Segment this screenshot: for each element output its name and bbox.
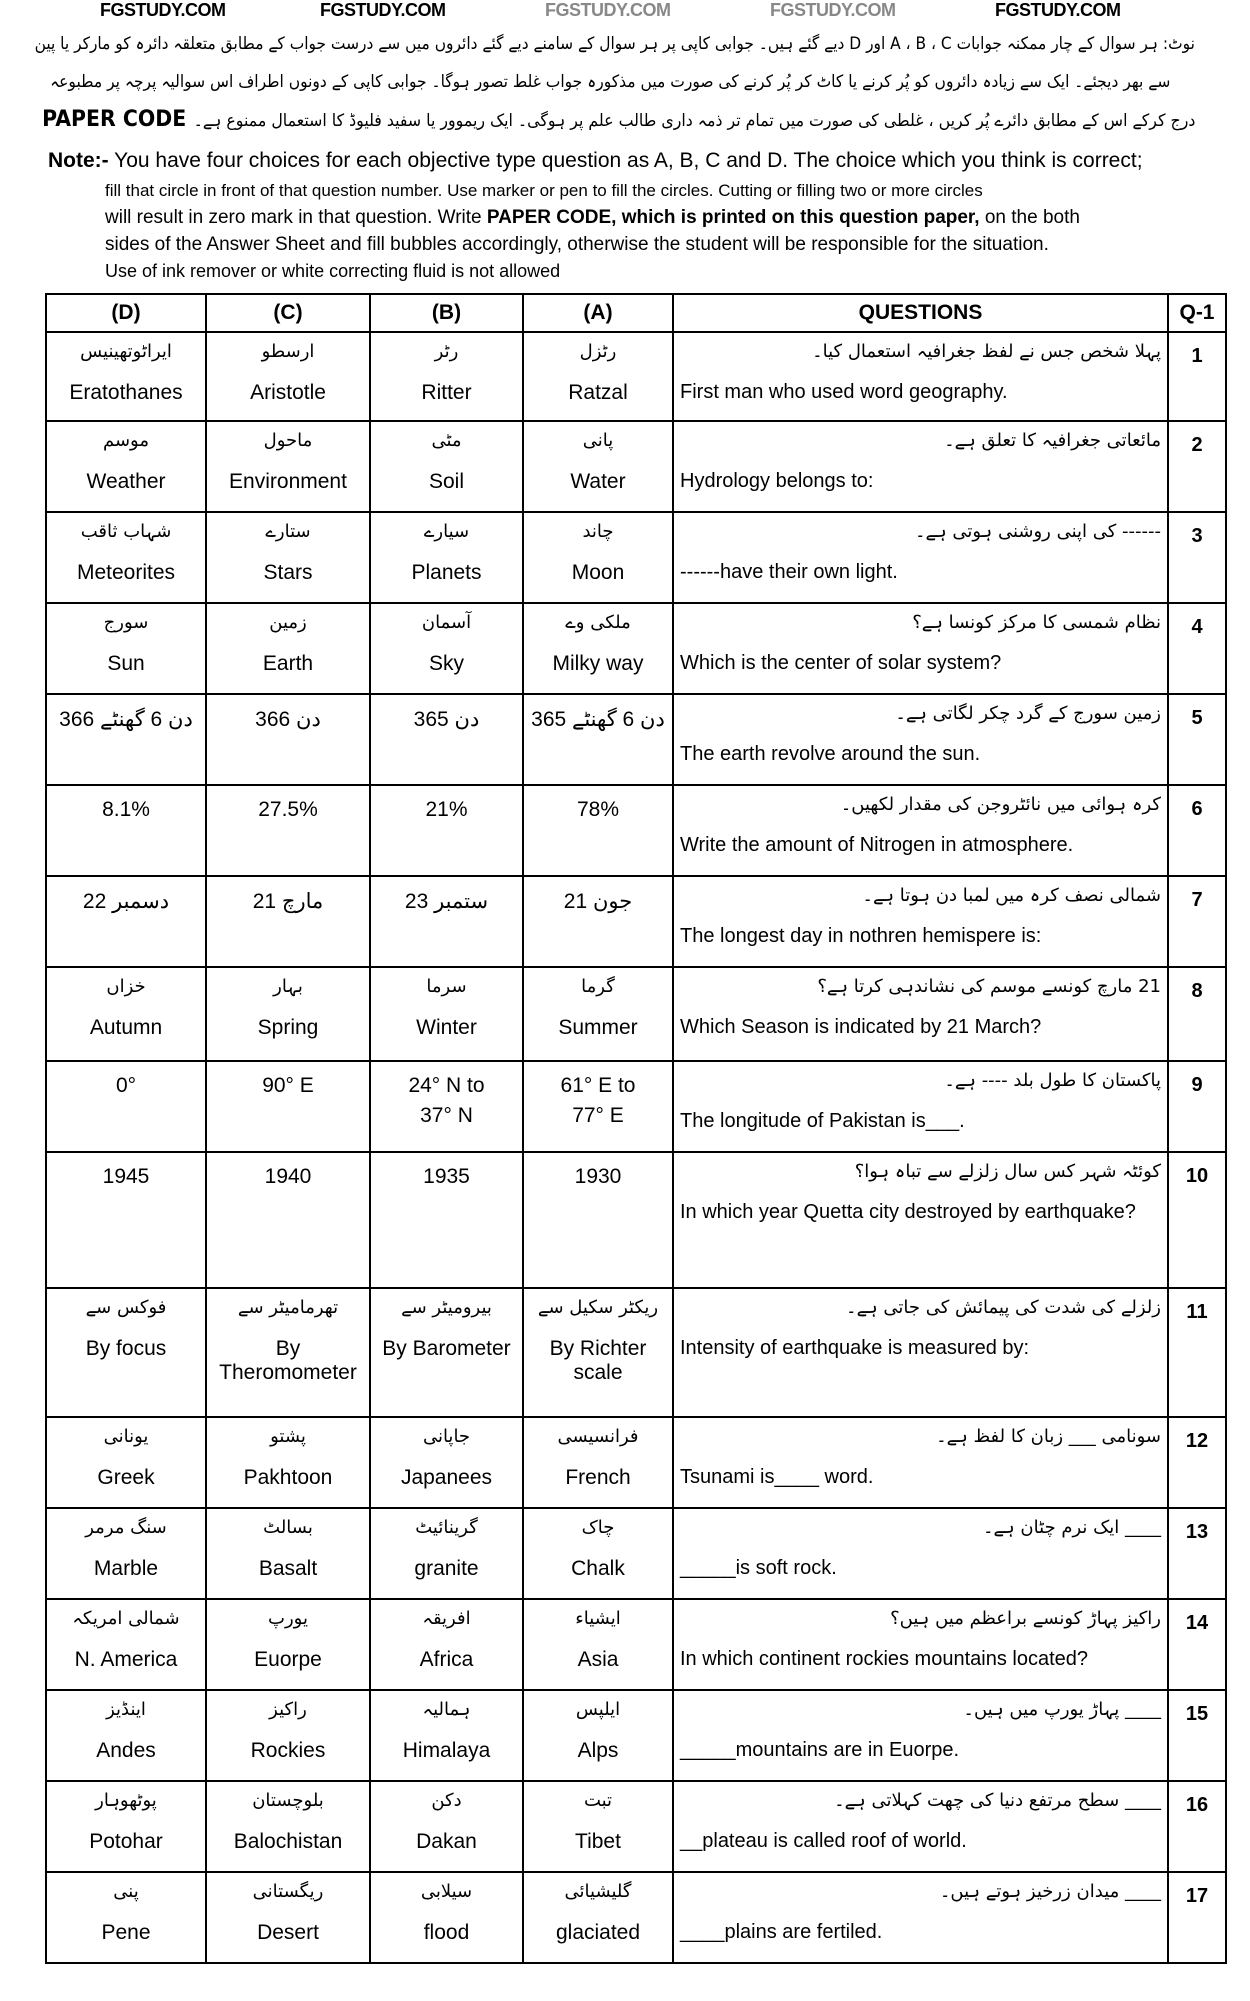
option-d[interactable] xyxy=(46,785,206,876)
option-urdu: شہاب ثاقب xyxy=(80,521,172,542)
note-text: will result in zero mark in that question. Write xyxy=(105,207,487,228)
question-english: _____mountains are in Euorpe. xyxy=(680,1739,960,1761)
question-number: 13 xyxy=(1168,1508,1226,1599)
question-row xyxy=(46,1288,1226,1417)
watermark: FGSTUDY.COM xyxy=(545,0,671,20)
option-urdu: ایلپس xyxy=(575,1699,621,1720)
option-english: Pakhtoon xyxy=(243,1466,333,1489)
question-number: 14 xyxy=(1168,1599,1226,1690)
option-urdu: ریگستانی xyxy=(252,1881,324,1902)
urdu-note-line-3 xyxy=(34,106,1195,134)
option-b[interactable] xyxy=(370,1288,523,1417)
option-value: 1940 xyxy=(264,1165,312,1188)
option-english: Balochistan xyxy=(233,1830,343,1853)
option-a[interactable] xyxy=(523,603,673,694)
question-text xyxy=(673,967,1168,1061)
option-value: 90° E xyxy=(262,1074,314,1097)
question-text xyxy=(673,1781,1168,1872)
option-english: Himalaya xyxy=(402,1739,491,1762)
option-d[interactable] xyxy=(46,421,206,512)
option-value-2: 77° E xyxy=(572,1104,624,1127)
option-a[interactable] xyxy=(523,876,673,967)
question-row xyxy=(46,1508,1226,1599)
option-b[interactable] xyxy=(370,332,523,421)
option-urdu: یونانی xyxy=(103,1426,149,1447)
question-row xyxy=(46,785,1226,876)
option-a[interactable] xyxy=(523,1781,673,1872)
option-b[interactable] xyxy=(370,1599,523,1690)
question-text xyxy=(673,603,1168,694)
question-english: The longest day in nothren hemispere is: xyxy=(680,925,1042,947)
option-b[interactable] xyxy=(370,1690,523,1781)
option-english: granite xyxy=(414,1557,479,1580)
option-c[interactable] xyxy=(206,1599,370,1690)
option-a[interactable] xyxy=(523,1690,673,1781)
question-number: 7 xyxy=(1168,876,1226,967)
question-row xyxy=(46,1690,1226,1781)
option-d[interactable] xyxy=(46,332,206,421)
option-urdu: جاپانی xyxy=(422,1426,471,1447)
option-d[interactable] xyxy=(46,1508,206,1599)
question-urdu: زمین سورج کے گرد چکر لگاتی ہے۔ xyxy=(895,703,1161,724)
option-urdu: راکیز xyxy=(269,1699,307,1720)
question-number: 9 xyxy=(1168,1061,1226,1152)
option-english: Milky way xyxy=(552,652,644,675)
question-number: 12 xyxy=(1168,1417,1226,1508)
question-text xyxy=(673,1152,1168,1288)
option-urdu: اینڈیز xyxy=(106,1699,146,1720)
option-a[interactable] xyxy=(523,421,673,512)
option-value: 78% xyxy=(576,798,620,821)
option-urdu: سرما xyxy=(426,976,467,997)
option-english: Winter xyxy=(416,1016,477,1039)
option-c[interactable] xyxy=(206,967,370,1061)
option-b[interactable] xyxy=(370,1781,523,1872)
option-value: 1935 xyxy=(423,1165,470,1188)
option-urdu: پانی xyxy=(582,430,614,451)
option-c[interactable] xyxy=(206,1508,370,1599)
question-english: __plateau is called roof of world. xyxy=(680,1830,967,1852)
option-c[interactable] xyxy=(206,1288,370,1417)
question-english: Tsunami is____ word. xyxy=(680,1466,874,1488)
header-option-c: (C) xyxy=(206,294,370,332)
option-b[interactable] xyxy=(370,421,523,512)
option-urdu: سیارے xyxy=(423,521,470,542)
objective-questions-table xyxy=(45,293,1227,1964)
option-d[interactable] xyxy=(46,1872,206,1963)
option-urdu: گرما xyxy=(581,976,615,997)
option-urdu: رٹزل xyxy=(579,341,617,362)
question-row xyxy=(46,512,1226,603)
question-english: Which Season is indicated by 21 March? xyxy=(680,1016,1042,1038)
option-urdu: فرانسیسی xyxy=(557,1426,639,1447)
option-english: Water xyxy=(570,470,626,493)
option-c[interactable] xyxy=(206,1781,370,1872)
question-english: In which year Quetta city destroyed by earthquake? xyxy=(680,1201,1136,1223)
option-english: By focus xyxy=(85,1337,167,1360)
option-value: 8.1% xyxy=(102,798,150,821)
question-text xyxy=(673,1690,1168,1781)
option-value: 366 دن 6 گھنٹے xyxy=(59,708,193,731)
option-d[interactable] xyxy=(46,1152,206,1288)
option-c[interactable] xyxy=(206,1152,370,1288)
option-value-2: 37° N xyxy=(420,1104,473,1127)
option-value: 1930 xyxy=(574,1165,622,1188)
option-urdu: ملکی وے xyxy=(565,612,631,633)
option-b[interactable] xyxy=(370,967,523,1061)
option-b[interactable] xyxy=(370,1417,523,1508)
option-english: Eratothanes xyxy=(69,381,183,404)
option-english: flood xyxy=(423,1921,470,1944)
option-a[interactable] xyxy=(523,1061,673,1152)
option-english: Potohar xyxy=(89,1830,163,1853)
option-urdu: تبت xyxy=(583,1790,613,1811)
option-urdu: پشتو xyxy=(270,1426,306,1447)
question-urdu: سونامی ___ زبان کا لفظ ہے۔ xyxy=(936,1426,1161,1447)
option-urdu: ایراٹوتھینیس xyxy=(80,341,172,362)
option-english: Basalt xyxy=(258,1557,318,1580)
option-english: Japanees xyxy=(400,1466,493,1489)
option-english: Autumn xyxy=(89,1016,163,1039)
option-english: By Richter scale xyxy=(549,1337,647,1384)
question-urdu: مائعاتی جغرافیہ کا تعلق ہے۔ xyxy=(944,430,1161,451)
english-note-line-4: sides of the Answer Sheet and fill bubbles accordingly, otherwise the student will be responsible for the situation. xyxy=(105,234,1049,255)
question-row xyxy=(46,603,1226,694)
option-d[interactable] xyxy=(46,512,206,603)
urdu-note-line-1: نوٹ: ہر سوال کے چار ممکنہ جوابات A ، B ، C اور D دیے گئے ہیں۔ جوابی کاپی پر ہر سوال کے سامنے دیے گئے دائروں میں سے درست جواب کے مطابق متعلقہ دائرہ کو مارکر یا پین xyxy=(34,34,1195,54)
option-c[interactable] xyxy=(206,421,370,512)
question-urdu: زلزلے کی شدت کی پیمائش کی جاتی ہے۔ xyxy=(846,1297,1161,1318)
option-english: Planets xyxy=(411,561,482,584)
option-urdu: گرینائیٹ xyxy=(415,1517,478,1538)
option-a[interactable] xyxy=(523,967,673,1061)
option-english: Ratzal xyxy=(568,381,628,404)
question-urdu: ____ میدان زرخیز ہوتے ہیں۔ xyxy=(939,1881,1161,1902)
option-d[interactable] xyxy=(46,603,206,694)
option-d[interactable] xyxy=(46,876,206,967)
option-urdu: بسالٹ xyxy=(263,1517,313,1538)
header-q1: Q-1 xyxy=(1168,294,1226,332)
option-english: Summer xyxy=(558,1016,638,1039)
question-english: In which continent rockies mountains located? xyxy=(680,1648,1089,1670)
option-c[interactable] xyxy=(206,332,370,421)
question-english: The earth revolve around the sun. xyxy=(680,743,981,765)
question-text xyxy=(673,332,1168,421)
question-row xyxy=(46,1781,1226,1872)
question-text xyxy=(673,1508,1168,1599)
option-a[interactable] xyxy=(523,1288,673,1417)
option-c[interactable] xyxy=(206,1417,370,1508)
question-number: 5 xyxy=(1168,694,1226,785)
option-d[interactable] xyxy=(46,967,206,1061)
option-english: Dakan xyxy=(416,1830,477,1853)
option-d[interactable] xyxy=(46,1061,206,1152)
watermark: FGSTUDY.COM xyxy=(995,0,1121,20)
option-urdu: پنی xyxy=(113,1881,139,1902)
option-english: Soil xyxy=(428,470,465,493)
option-english: Ritter xyxy=(421,381,472,404)
option-english: Earth xyxy=(262,652,314,675)
option-urdu: یورپ xyxy=(268,1608,308,1629)
option-english: Tibet xyxy=(575,1830,621,1853)
question-english: First man who used word geography. xyxy=(680,381,1008,403)
option-urdu: پوٹھوہار xyxy=(95,1790,157,1811)
option-c[interactable] xyxy=(206,1061,370,1152)
question-row xyxy=(46,1599,1226,1690)
note-bold-text: PAPER CODE, which is printed on this question paper, xyxy=(486,207,980,228)
option-a[interactable] xyxy=(523,512,673,603)
option-urdu: موسم xyxy=(102,430,149,451)
option-value: 23 ستمبر xyxy=(404,890,489,913)
question-urdu: ____ سطح مرتفع دنیا کی چھت کہلاتی ہے۔ xyxy=(834,1790,1161,1811)
note-text: on the both xyxy=(979,207,1080,228)
option-d[interactable] xyxy=(46,694,206,785)
option-english: Stars xyxy=(263,561,313,584)
option-a[interactable] xyxy=(523,1152,673,1288)
option-value: 365 دن 6 گھنٹے xyxy=(531,708,665,731)
option-urdu: سنگ مرمر xyxy=(85,1517,167,1538)
option-c[interactable] xyxy=(206,1872,370,1963)
option-english: Pene xyxy=(101,1921,151,1944)
option-english: Africa xyxy=(419,1648,474,1671)
option-english: Alps xyxy=(577,1739,619,1762)
header-questions: QUESTIONS xyxy=(673,294,1168,332)
question-text xyxy=(673,1417,1168,1508)
question-urdu: راکیز پہاڑ کونسے براعظم میں ہیں؟ xyxy=(890,1608,1161,1629)
note-text: You have four choices for each objective type question as A, B, C and D. The choice which you think is correct; xyxy=(114,149,1143,172)
question-urdu: پاکستان کا طول بلد ---- ہے۔ xyxy=(944,1070,1161,1091)
option-b[interactable] xyxy=(370,1872,523,1963)
option-value: 27.5% xyxy=(258,798,318,821)
option-value: 24° N to xyxy=(408,1074,485,1097)
option-d[interactable] xyxy=(46,1599,206,1690)
question-urdu: ____ پہاڑ یورپ میں ہیں۔ xyxy=(963,1699,1161,1720)
option-english: Sky xyxy=(428,652,464,675)
question-urdu: نظام شمسی کا مرکز کونسا ہے؟ xyxy=(912,612,1161,633)
option-english: Andes xyxy=(96,1739,156,1762)
option-english: Desert xyxy=(257,1921,319,1944)
option-urdu: گلیشیائی xyxy=(564,1881,632,1902)
option-urdu: ایشیاء xyxy=(575,1608,621,1629)
question-text xyxy=(673,512,1168,603)
option-urdu: ہمالیہ xyxy=(422,1699,471,1720)
option-b[interactable] xyxy=(370,1152,523,1288)
question-number: 6 xyxy=(1168,785,1226,876)
question-urdu: کرہ ہوائی میں نائٹروجن کی مقدار لکھیں۔ xyxy=(840,794,1161,815)
option-a[interactable] xyxy=(523,785,673,876)
option-urdu: ستارے xyxy=(265,521,311,542)
option-english: Environment xyxy=(229,470,347,493)
option-value: 22 دسمبر xyxy=(82,890,170,913)
option-c[interactable] xyxy=(206,876,370,967)
option-d[interactable] xyxy=(46,1781,206,1872)
english-note-line-1 xyxy=(48,148,1143,174)
table-header-row xyxy=(46,294,1226,332)
question-number: 8 xyxy=(1168,967,1226,1061)
option-urdu: دکن xyxy=(431,1790,462,1811)
option-english: Sun xyxy=(107,652,145,675)
option-urdu: زمین xyxy=(269,612,307,633)
option-english: Weather xyxy=(86,470,166,493)
question-number: 1 xyxy=(1168,332,1226,421)
watermark: FGSTUDY.COM xyxy=(770,0,896,20)
option-urdu: رٹر xyxy=(434,341,459,362)
question-english: Hydrology belongs to: xyxy=(680,470,874,492)
option-b[interactable] xyxy=(370,603,523,694)
question-number: 2 xyxy=(1168,421,1226,512)
option-english: Aristotle xyxy=(250,381,326,404)
option-english: N. America xyxy=(74,1648,178,1671)
question-text xyxy=(673,1872,1168,1963)
question-row xyxy=(46,876,1226,967)
option-a[interactable] xyxy=(523,1872,673,1963)
option-c[interactable] xyxy=(206,785,370,876)
option-d[interactable] xyxy=(46,1417,206,1508)
urdu-note-text: درج کرکے اس کے مطابق دائرے پُر کریں ، غلطی کی صورت میں تمام تر ذمہ داری طالب علم پر ہوگی۔ ایک ریموور یا سفید فلیوڈ کا استعمال ممنوع ہے۔ xyxy=(193,111,1195,131)
option-urdu: بہار xyxy=(273,976,303,997)
option-urdu: مٹی xyxy=(431,430,462,451)
option-urdu: تھرمامیٹر سے xyxy=(237,1297,339,1318)
option-urdu: چاک xyxy=(581,1517,615,1538)
question-english: Intensity of earthquake is measured by: xyxy=(680,1337,1030,1359)
option-urdu: فوکس سے xyxy=(85,1297,167,1318)
question-urdu: کوئٹہ شہر کس سال زلزلے سے تباہ ہوا؟ xyxy=(854,1161,1161,1182)
question-number: 3 xyxy=(1168,512,1226,603)
question-english: _____is soft rock. xyxy=(680,1557,837,1579)
question-row xyxy=(46,1152,1226,1288)
question-number: 16 xyxy=(1168,1781,1226,1872)
option-urdu: چاند xyxy=(582,521,614,542)
option-english: French xyxy=(565,1466,631,1489)
question-english: ____plains are fertiled. xyxy=(680,1921,883,1943)
watermark: FGSTUDY.COM xyxy=(320,0,446,20)
question-number: 4 xyxy=(1168,603,1226,694)
option-english: Moon xyxy=(571,561,625,584)
option-english: Meteorites xyxy=(76,561,176,584)
option-value: 21% xyxy=(425,798,468,821)
option-b[interactable] xyxy=(370,1061,523,1152)
option-english: Asia xyxy=(577,1648,619,1671)
option-c[interactable] xyxy=(206,603,370,694)
option-a[interactable] xyxy=(523,1417,673,1508)
option-value: 365 دن xyxy=(413,708,480,731)
option-value: 61° E to xyxy=(560,1074,636,1097)
header-option-a: (A) xyxy=(523,294,673,332)
question-urdu: پہلا شخص جس نے لفظ جغرافیہ استعمال کیا۔ xyxy=(812,341,1161,362)
option-a[interactable] xyxy=(523,1599,673,1690)
option-c[interactable] xyxy=(206,694,370,785)
question-text xyxy=(673,1599,1168,1690)
option-b[interactable] xyxy=(370,876,523,967)
question-row xyxy=(46,332,1226,421)
question-number: 15 xyxy=(1168,1690,1226,1781)
question-row xyxy=(46,1417,1226,1508)
question-row xyxy=(46,421,1226,512)
option-english: Chalk xyxy=(571,1557,625,1580)
question-english: ------have their own light. xyxy=(680,561,898,583)
option-value: 21 مارچ xyxy=(252,890,324,913)
option-c[interactable] xyxy=(206,1690,370,1781)
english-note-line-3 xyxy=(105,206,1080,230)
question-text xyxy=(673,694,1168,785)
option-b[interactable] xyxy=(370,694,523,785)
question-english: Write the amount of Nitrogen in atmosphere. xyxy=(680,834,1074,856)
option-urdu: آسمان xyxy=(421,612,472,633)
question-text xyxy=(673,785,1168,876)
option-a[interactable] xyxy=(523,1508,673,1599)
option-urdu: ارسطو xyxy=(261,341,315,362)
question-row xyxy=(46,1061,1226,1152)
option-d[interactable] xyxy=(46,1690,206,1781)
option-english: Marble xyxy=(93,1557,159,1580)
watermark: FGSTUDY.COM xyxy=(100,0,226,20)
question-number: 10 xyxy=(1168,1152,1226,1288)
header-option-d: (D) xyxy=(46,294,206,332)
option-value: 21 جون xyxy=(563,890,633,913)
option-english: Rockies xyxy=(250,1739,326,1762)
header-option-b: (B) xyxy=(370,294,523,332)
question-urdu: ____ ایک نرم چٹان ہے۔ xyxy=(983,1517,1161,1538)
option-urdu: سیلابی xyxy=(420,1881,473,1902)
question-text xyxy=(673,1288,1168,1417)
option-c[interactable] xyxy=(206,512,370,603)
option-value: 0° xyxy=(115,1074,137,1097)
option-english: glaciated xyxy=(555,1921,641,1944)
option-english: By Barometer xyxy=(382,1337,511,1360)
question-urdu: ------ کی اپنی روشنی ہوتی ہے۔ xyxy=(915,521,1161,542)
option-urdu: سورج xyxy=(103,612,149,633)
question-english: Which is the center of solar system? xyxy=(680,652,1002,674)
option-a[interactable] xyxy=(523,332,673,421)
option-d[interactable] xyxy=(46,1288,206,1417)
question-row xyxy=(46,967,1226,1061)
question-urdu: 21 مارچ کونسے موسم کی نشاندہی کرتا ہے؟ xyxy=(817,976,1161,997)
option-a[interactable] xyxy=(523,694,673,785)
question-row xyxy=(46,694,1226,785)
option-urdu: شمالی امریکہ xyxy=(72,1608,180,1629)
english-note-line-5: Use of ink remover or white correcting fluid is not allowed xyxy=(105,261,561,281)
option-urdu: ماحول xyxy=(263,430,313,451)
option-value: 1945 xyxy=(102,1165,150,1188)
question-english: The longitude of Pakistan is___. xyxy=(680,1110,965,1132)
option-value: 366 دن xyxy=(255,708,321,731)
question-urdu: شمالی نصف کرہ میں لمبا دن ہوتا ہے۔ xyxy=(862,885,1161,906)
option-english: Greek xyxy=(97,1466,155,1489)
english-note-line-2: fill that circle in front of that question number. Use marker or pen to fill the circles. Cutting or filling two or more circles xyxy=(105,181,983,200)
question-text xyxy=(673,1061,1168,1152)
question-row xyxy=(46,1872,1226,1963)
question-number: 17 xyxy=(1168,1872,1226,1963)
option-urdu: بلوچستان xyxy=(252,1790,324,1811)
urdu-note-line-2: سے بھر دیجئے۔ ایک سے زیادہ دائروں کو پُر کرنے یا کاٹ کر پُر کرنے کی صورت میں مذکورہ جواب غلط تصور ہوگا۔ جوابی کاپی کے دونوں اطراف اس سوالیہ پرچہ پر مطبوعہ xyxy=(49,72,1170,92)
option-english: By Theromometer xyxy=(219,1337,357,1384)
option-urdu: بیرومیٹر سے xyxy=(401,1297,492,1318)
question-text xyxy=(673,421,1168,512)
option-b[interactable] xyxy=(370,1508,523,1599)
question-text xyxy=(673,876,1168,967)
option-b[interactable] xyxy=(370,785,523,876)
paper-code-label: PAPER CODE xyxy=(41,107,186,132)
note-label: Note:- xyxy=(48,149,109,172)
option-urdu: خزاں xyxy=(106,976,146,997)
option-english: Spring xyxy=(257,1016,319,1039)
question-number: 11 xyxy=(1168,1288,1226,1417)
option-urdu: افریقہ xyxy=(422,1608,471,1629)
option-b[interactable] xyxy=(370,512,523,603)
option-english: Euorpe xyxy=(254,1648,322,1671)
option-urdu: ریکٹر سکیل سے xyxy=(537,1297,659,1318)
